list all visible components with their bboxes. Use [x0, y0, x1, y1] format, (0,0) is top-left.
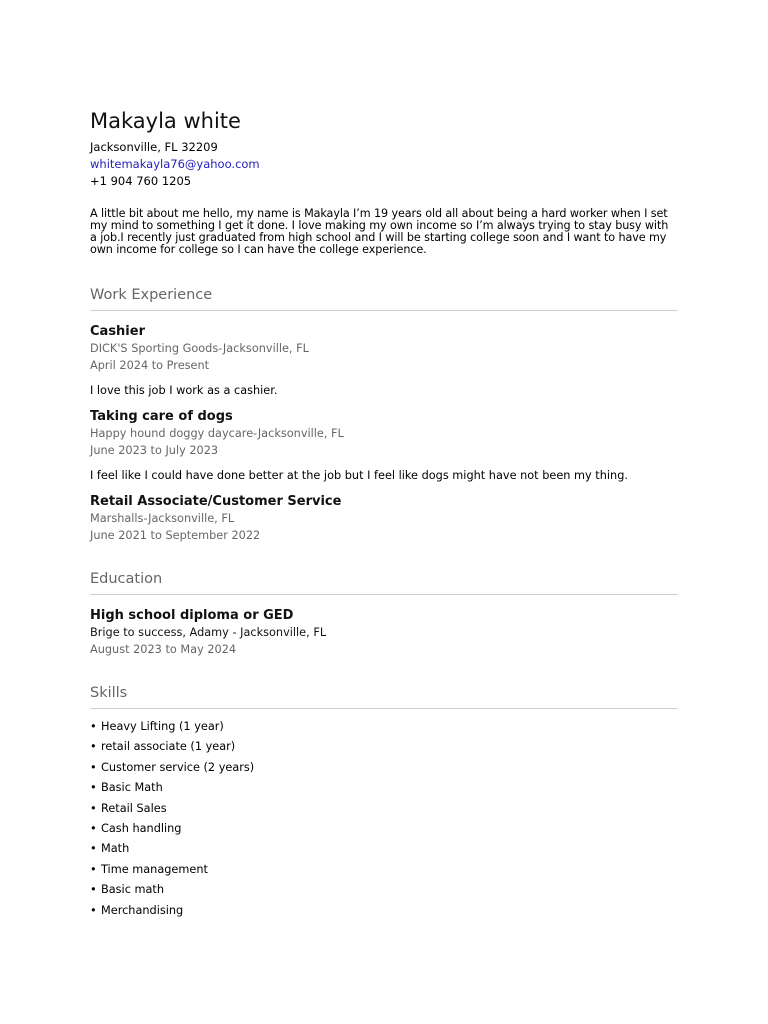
skill-item — [90, 880, 678, 900]
section-divider — [90, 708, 678, 709]
skill-item — [90, 839, 678, 859]
section-divider — [90, 310, 678, 311]
degree-title: High school diploma or GED — [90, 608, 294, 623]
email-link[interactable]: whitemakayla76@yahoo.com — [90, 157, 260, 171]
section-title-work: Work Experience — [90, 287, 213, 303]
education-section — [90, 569, 678, 658]
skill-item — [90, 737, 678, 757]
section-title-skills: Skills — [90, 685, 128, 701]
skill-label: Basic math — [101, 883, 165, 897]
skill-item — [90, 778, 678, 798]
skill-label: Math — [101, 842, 130, 856]
bullet-icon: • — [90, 740, 97, 754]
skills-section — [90, 683, 678, 921]
skill-label: Customer service (2 years) — [101, 760, 255, 774]
skill-label: Retail Sales — [101, 801, 167, 815]
bullet-icon: • — [90, 720, 97, 733]
bullet-icon: • — [90, 781, 97, 795]
skill-item — [90, 860, 678, 880]
job-entry — [90, 323, 678, 399]
bullet-icon: • — [90, 842, 97, 856]
skill-item — [90, 758, 678, 778]
bullet-icon: • — [90, 903, 97, 917]
skill-label: Cash handling — [101, 822, 182, 836]
skill-label: Time management — [101, 862, 208, 876]
skill-item — [90, 717, 678, 737]
skill-label: Merchandising — [101, 903, 184, 917]
bullet-icon: • — [90, 862, 97, 876]
skill-label: Heavy Lifting (1 year) — [101, 720, 224, 733]
job-entry — [90, 493, 678, 544]
job-title: Taking care of dogs — [90, 409, 233, 424]
resume-page — [90, 106, 678, 921]
job-title: Retail Associate/Customer Service — [90, 494, 342, 509]
skill-item — [90, 819, 678, 839]
job-description: I love this job I work as a cashier. — [90, 384, 278, 397]
job-company: Marshalls-Jacksonville, FL — [90, 512, 235, 525]
skill-label: retail associate (1 year) — [101, 740, 236, 754]
candidate-name: Makayla white — [90, 109, 241, 133]
skills-list — [90, 717, 678, 921]
job-title: Cashier — [90, 324, 145, 339]
contact-block — [90, 139, 678, 190]
education-entry — [90, 607, 678, 658]
skill-label: Basic Math — [101, 781, 163, 795]
bullet-icon: • — [90, 822, 97, 836]
job-company: DICK'S Sporting Goods-Jacksonville, FL — [90, 342, 309, 355]
skill-item — [90, 901, 678, 921]
section-title-education: Education — [90, 571, 163, 587]
location: Jacksonville, FL 32209 — [90, 140, 218, 154]
bullet-icon: • — [90, 883, 97, 897]
phone: +1 904 760 1205 — [90, 174, 192, 188]
section-divider — [90, 594, 678, 595]
job-entry — [90, 408, 678, 484]
bullet-icon: • — [90, 801, 97, 815]
school-name: Brige to success, Adamy - Jacksonville, FL — [90, 626, 327, 639]
education-dates: August 2023 to May 2024 — [90, 643, 237, 656]
job-dates: April 2024 to Present — [90, 359, 210, 372]
job-dates: June 2021 to September 2022 — [90, 529, 261, 542]
skill-item — [90, 799, 678, 819]
work-experience-section — [90, 285, 678, 544]
job-description: I feel like I could have done better at the job but I feel like dogs might have not been my thing. — [90, 469, 628, 482]
job-dates: June 2023 to July 2023 — [90, 444, 219, 457]
bullet-icon: • — [90, 760, 97, 774]
job-company: Happy hound doggy daycare-Jacksonville, FL — [90, 427, 344, 440]
summary-text: A little bit about me hello, my name is Makayla I’m 19 years old all about being a hard worker when I set my mind to something I get it done. I love making my own income so I’m always trying to stay busy with a job.I recently just graduated from high school and I will be starting college soon and I want to have my own income for college so I can have the college experience. — [90, 207, 669, 256]
email-line — [90, 156, 678, 173]
